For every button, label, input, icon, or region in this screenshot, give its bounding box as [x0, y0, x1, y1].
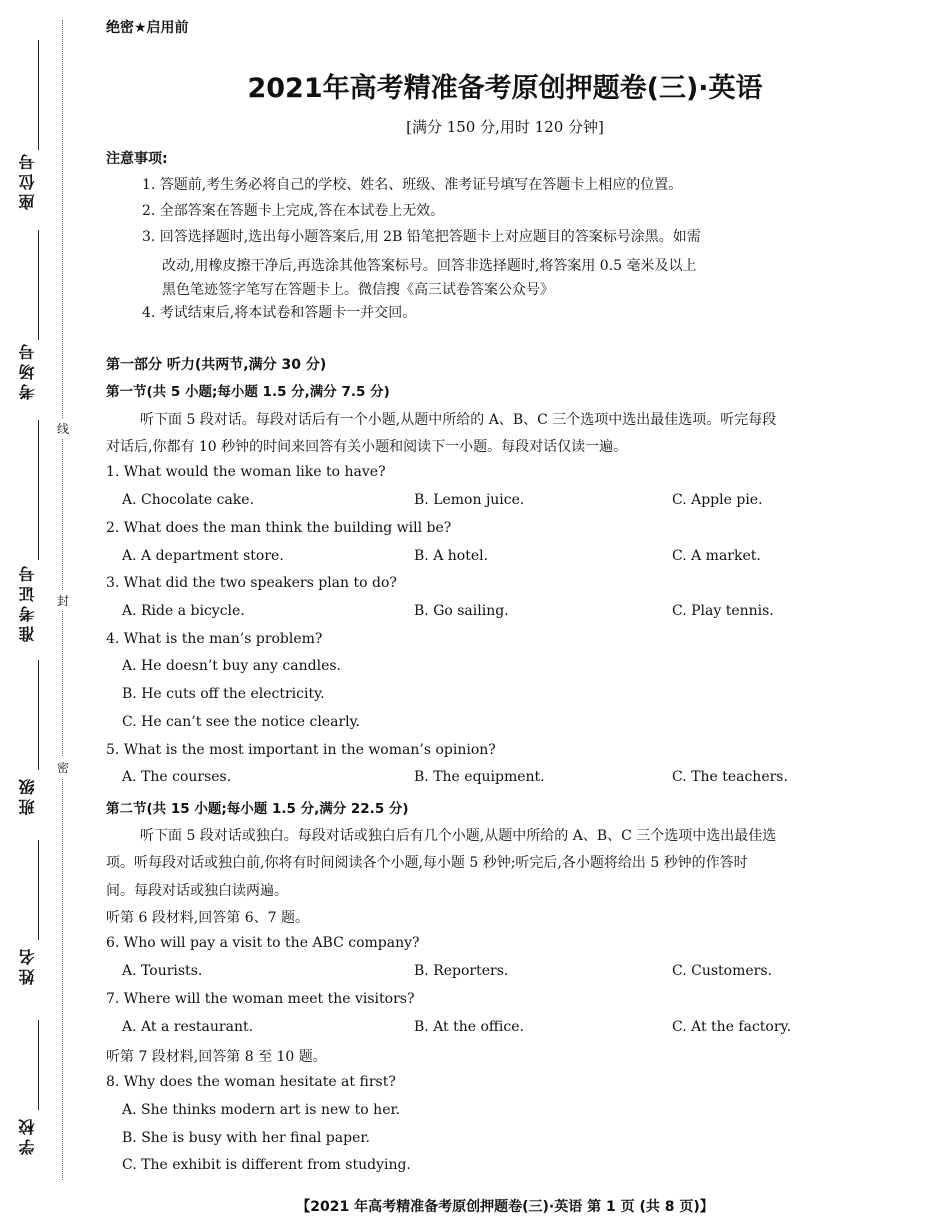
option-a: A. She thinks modern art is new to her. [122, 1102, 401, 1118]
seat-number-label: 座位号 [18, 150, 37, 210]
page-title: 2021年高考精准备考原创押题卷(三)·英语 [247, 73, 763, 104]
exam-room-blank [38, 230, 39, 340]
page-footer: 【2021 年高考精准备考原创押题卷(三)·英语 第 1 页 (共 8 页)】 [296, 1199, 714, 1215]
option-c: C. The teachers. [672, 769, 788, 785]
option-a: A. At a restaurant. [122, 1019, 254, 1035]
option-a: A. He doesn’t buy any candles. [122, 658, 341, 674]
admission-number-label: 准考证号 [18, 562, 37, 642]
notice-item-1: 1. 答题前,考生务必将自己的学校、姓名、班级、准考证号填写在答题卡上相应的位置。 [142, 177, 683, 193]
school-label: 学校 [18, 1115, 37, 1155]
section-instructions: 项。听每段对话或独白前,你将有时间阅读各个小题,每小题 5 秒钟;听完后,各小题将给出 5 秒钟的作答时 [106, 855, 748, 871]
confidential-label: 绝密★启用前 [106, 20, 189, 36]
option-a: A. A department store. [122, 548, 284, 564]
notice-item-3: 3. 回答选择题时,选出每小题答案后,用 2B 铅笔把答题卡上对应题目的答案标号涂黑。如需 [142, 229, 701, 245]
passage-heading: 听第 6 段材料,回答第 6、7 题。 [106, 910, 309, 926]
class-label: 班级 [18, 775, 37, 815]
option-b: B. He cuts off the electricity. [122, 686, 325, 702]
passage-heading: 听第 7 段材料,回答第 8 至 10 题。 [106, 1049, 327, 1065]
option-b: B. At the office. [414, 1019, 524, 1035]
section-heading: 第一节(共 5 小题;每小题 1.5 分,满分 7.5 分) [106, 384, 390, 400]
option-b: B. She is busy with her final paper. [122, 1130, 370, 1146]
option-a: A. The courses. [122, 769, 232, 785]
section-instructions: 对话后,你都有 10 秒钟的时间来回答有关小题和阅读下一小题。每段对话仅读一遍。 [106, 439, 628, 455]
option-c: C. Customers. [672, 963, 772, 979]
class-blank [38, 660, 39, 770]
notice-heading: 注意事项: [106, 151, 168, 167]
option-c: C. A market. [672, 548, 761, 564]
notice-item-2: 2. 全部答案在答题卡上完成,答在本试卷上无效。 [142, 203, 445, 219]
option-c: C. He can’t see the notice clearly. [122, 714, 361, 730]
question-7: 7. Where will the woman meet the visitors? [106, 991, 415, 1007]
cut-mark-secret: 密 [57, 757, 69, 778]
section-instructions: 间。每段对话或独白读两遍。 [106, 883, 288, 899]
option-b: B. Go sailing. [414, 603, 509, 619]
option-b: B. Reporters. [414, 963, 509, 979]
section-heading: 第二节(共 15 小题;每小题 1.5 分,满分 22.5 分) [106, 801, 409, 817]
notice-item-3-cont: 改动,用橡皮擦干净后,再选涂其他答案标号。回答非选择题时,将答案用 0.5 毫米及以上 [162, 258, 697, 274]
question-6: 6. Who will pay a visit to the ABC company? [106, 935, 420, 951]
notice-item-3-cont: 黑色笔迹签字笔写在答题卡上。微信搜《高三试卷答案公众号》 [162, 282, 554, 298]
question-8: 8. Why does the woman hesitate at first? [106, 1074, 396, 1090]
question-1: 1. What would the woman like to have? [106, 464, 386, 480]
option-c: C. Play tennis. [672, 603, 774, 619]
option-b: B. Lemon juice. [414, 492, 525, 508]
option-c: C. The exhibit is different from studying. [122, 1157, 411, 1173]
school-blank [38, 1020, 39, 1110]
option-a: A. Chocolate cake. [122, 492, 255, 508]
cut-mark-line: 线 [57, 418, 69, 439]
question-5: 5. What is the most important in the woman’s opinion? [106, 742, 496, 758]
admission-number-blank [38, 420, 39, 560]
option-b: B. The equipment. [414, 769, 545, 785]
part-heading: 第一部分 听力(共两节,满分 30 分) [106, 357, 327, 373]
question-3: 3. What did the two speakers plan to do? [106, 575, 397, 591]
cut-mark-seal: 封 [57, 590, 69, 611]
option-a: A. Ride a bicycle. [122, 603, 245, 619]
exam-room-label: 考场号 [18, 340, 37, 400]
notice-item-4: 4. 考试结束后,将本试卷和答题卡一并交回。 [142, 305, 417, 321]
name-blank [38, 840, 39, 940]
score-time-note: [满分 150 分,用时 120 分钟] [406, 118, 604, 136]
option-b: B. A hotel. [414, 548, 489, 564]
option-a: A. Tourists. [122, 963, 203, 979]
section-instructions: 听下面 5 段对话或独白。每段对话或独白后有几个小题,从题中所给的 A、B、C 三个选项中选出最佳选 [140, 828, 777, 844]
question-4: 4. What is the man’s problem? [106, 631, 323, 647]
name-label: 姓名 [18, 945, 37, 985]
question-2: 2. What does the man think the building will be? [106, 520, 452, 536]
option-c: C. At the factory. [672, 1019, 792, 1035]
section-instructions: 听下面 5 段对话。每段对话后有一个小题,从题中所给的 A、B、C 三个选项中选出最佳选项。听完每段 [140, 412, 777, 428]
option-c: C. Apple pie. [672, 492, 763, 508]
